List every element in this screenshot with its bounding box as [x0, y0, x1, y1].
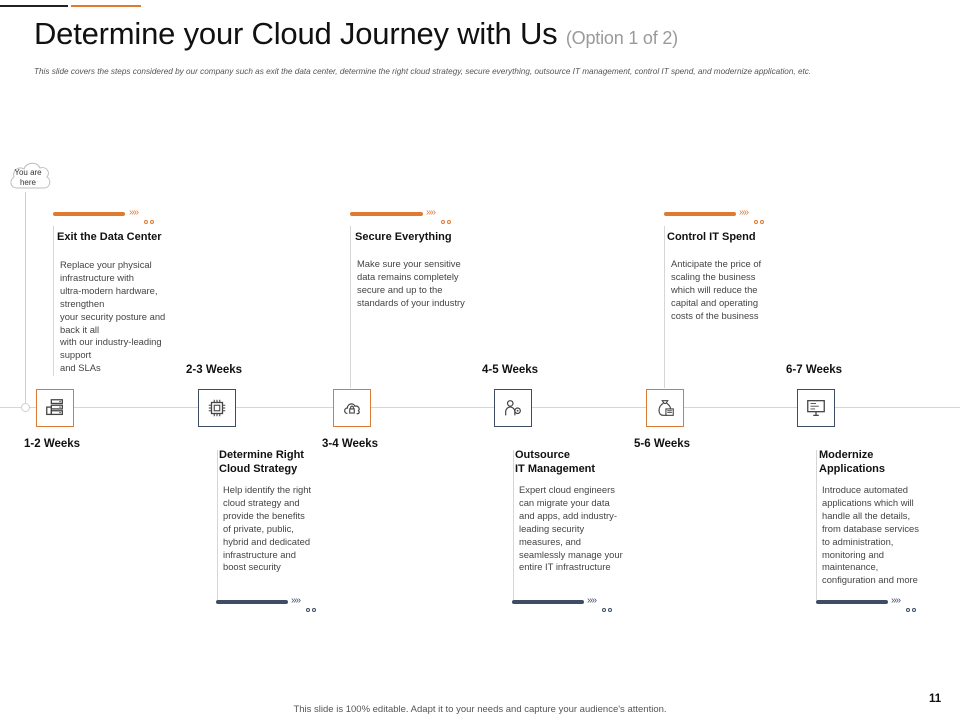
marker-line-1: You are [14, 168, 42, 177]
desc-line: and apps, add industry- [519, 509, 617, 521]
desc-line: which will reduce the [671, 283, 758, 295]
page-title [34, 16, 678, 52]
desc-line: Anticipate the price of [671, 258, 762, 269]
desc-line: support [60, 349, 92, 361]
desc-line: Help identify the right [223, 484, 312, 495]
step-6-title [819, 448, 885, 476]
desc-line: scaling the business [671, 270, 756, 282]
desc-line: to administration, [822, 535, 894, 547]
desc-line: from database services [822, 522, 919, 534]
step-5-weeks: 5-6 Weeks [634, 438, 691, 450]
step-2-icon-box [198, 389, 236, 427]
step-1-description [60, 259, 190, 375]
step-2-weeks: 2-3 Weeks [186, 364, 243, 376]
desc-line: Replace your physical [60, 259, 152, 270]
step-6-icon-box [797, 389, 835, 427]
step-1-connector [53, 226, 54, 376]
desc-line: configuration and more [822, 574, 918, 586]
desc-line: of private, public, [223, 522, 294, 534]
title-option: (Option 1 of 2) [565, 28, 678, 48]
desc-line: maintenance, [822, 561, 879, 573]
step-3-icon-box [333, 389, 371, 427]
desc-line: ultra-modern hardware, [60, 284, 158, 296]
step-5-icon-box [646, 389, 684, 427]
step-5-connector [664, 226, 665, 388]
desc-line: with our industry-leading [60, 336, 162, 348]
desc-line: secure and up to the [357, 283, 443, 295]
step-5-decoration: »» [664, 210, 774, 218]
server-icon [44, 397, 66, 419]
title-line: Determine Right [219, 449, 304, 461]
marker-connector [25, 192, 26, 406]
step-4-decoration: »» [512, 598, 622, 606]
desc-line: Introduce automated [822, 484, 908, 495]
step-3-weeks: 3-4 Weeks [322, 438, 379, 450]
cloud-security-icon [341, 397, 363, 419]
step-1-icon-box [36, 389, 74, 427]
step-2-description [223, 484, 341, 574]
step-5-description [671, 258, 791, 323]
step-6-description [822, 484, 952, 587]
desc-line: boost security [223, 561, 281, 573]
desc-line: Expert cloud engineers [519, 484, 615, 495]
step-4-description [519, 484, 649, 574]
desc-line: infrastructure and [223, 548, 296, 560]
desc-line: entire IT infrastructure [519, 561, 611, 573]
marker-line-2: here [19, 178, 36, 187]
step-3-title: Secure Everything [355, 231, 452, 243]
title-line: Applications [819, 463, 886, 475]
desc-line: infrastructure with [60, 271, 134, 283]
step-1-weeks: 1-2 Weeks [24, 438, 81, 450]
step-6-connector [816, 450, 817, 600]
desc-line: cloud strategy and [223, 496, 300, 508]
desc-line: data remains completely [357, 270, 459, 282]
step-1-title: Exit the Data Center [57, 231, 162, 243]
desc-line: measures, and [519, 535, 582, 547]
step-4-weeks: 4-5 Weeks [482, 364, 539, 376]
desc-line: leading security [519, 522, 585, 534]
desc-line: seamlessly manage your [519, 548, 623, 560]
desc-line: can migrate your data [519, 496, 610, 508]
step-5-title: Control IT Spend [667, 231, 756, 243]
step-4-title [515, 448, 595, 476]
desc-line: strengthen [60, 297, 105, 309]
chip-icon [206, 397, 228, 419]
footer-note: This slide is 100% editable. Adapt it to your needs and capture your audience's attention. [293, 704, 667, 715]
desc-line: provide the benefits [223, 509, 305, 521]
desc-line: your security posture and [60, 310, 166, 322]
step-4-connector [513, 450, 514, 600]
it-management-icon [502, 397, 524, 419]
desc-line: monitoring and [822, 548, 885, 560]
desc-line: costs of the business [671, 309, 759, 321]
desc-line: handle all the details, [822, 509, 911, 521]
step-6-weeks: 6-7 Weeks [786, 364, 843, 376]
step-2-decoration: »» [216, 598, 326, 606]
desc-line: back it all [60, 323, 100, 335]
step-3-connector [350, 226, 351, 388]
desc-line: standards of your industry [357, 296, 465, 308]
title-line: Modernize [819, 449, 874, 461]
step-2-connector [217, 450, 218, 600]
desc-line: capital and operating [671, 296, 759, 308]
you-are-here-label [7, 168, 49, 188]
title-text: Determine your Cloud Journey with Us [34, 16, 558, 51]
step-1-decoration: »» [53, 210, 163, 218]
top-accent-orange [71, 5, 141, 7]
step-4-icon-box [494, 389, 532, 427]
page-subtitle: This slide covers the steps considered by our company such as exit the data center, determine the right cloud strategy, secure everything, outsource IT management, control IT spend, and modernize application, etc. [34, 67, 812, 76]
step-3-description [357, 258, 497, 310]
money-bag-icon [654, 397, 676, 419]
desc-line: hybrid and dedicated [223, 535, 311, 547]
page-number: 11 [929, 693, 942, 705]
monitor-icon [805, 397, 827, 419]
desc-line: applications which will [822, 496, 914, 508]
desc-line: and SLAs [60, 362, 101, 374]
title-line: Cloud Strategy [219, 463, 298, 475]
title-line: IT Management [515, 463, 596, 475]
step-2-title [219, 448, 304, 476]
marker-dot [21, 403, 30, 412]
step-3-decoration: »» [350, 210, 460, 218]
step-6-decoration: »» [816, 598, 926, 606]
desc-line: Make sure your sensitive [357, 258, 461, 269]
title-line: Outsource [515, 449, 571, 461]
top-accent-dark [0, 5, 68, 7]
